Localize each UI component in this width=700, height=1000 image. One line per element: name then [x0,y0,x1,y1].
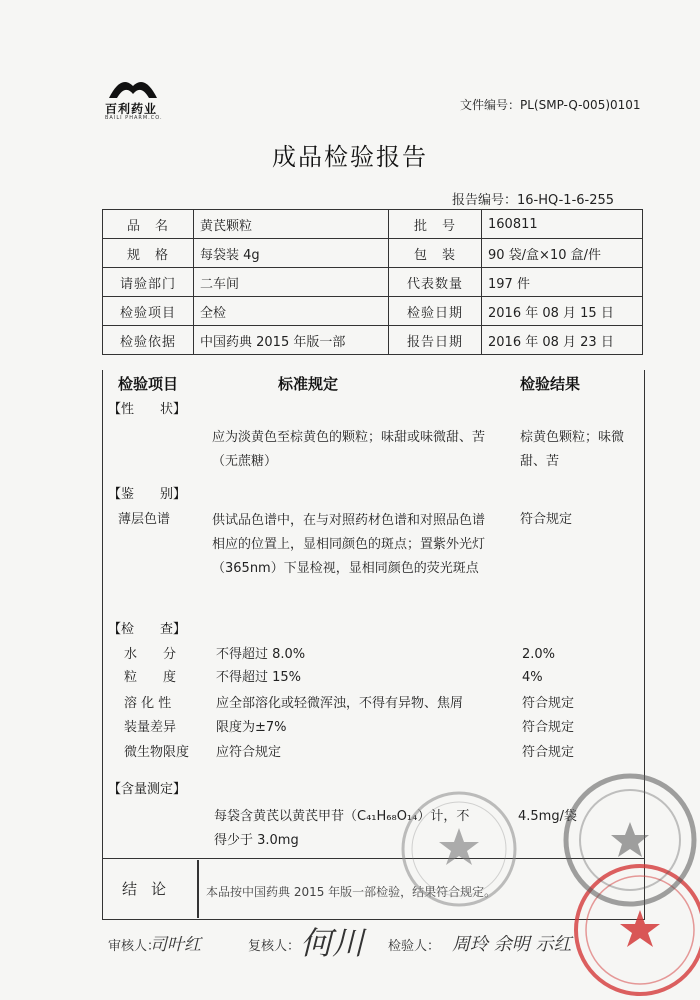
tlc-item: 薄层色谱 [118,512,171,527]
cell-label: 报告日期 [389,326,482,355]
checker-label: 复核人： [248,939,301,954]
cell-label: 检验项目 [103,297,194,326]
cell-label: 请验部门 [103,268,194,297]
check-standard: 不得超过 15% [216,670,302,685]
cell-value: 中国药典 2015 年版一部 [194,326,389,355]
check-result: 符合规定 [522,696,575,711]
inspector-signature: 周玲 余明 示红 [452,934,572,955]
cell-label: 批 号 [389,210,482,239]
cell-label: 检验日期 [389,297,482,326]
section-assay: 【含量测定】 [108,782,187,797]
inspector-label: 检验人： [388,939,441,954]
column-header-standard: 标准规定 [278,375,339,393]
cell-value: 160811 [482,210,643,239]
check-result: 符合规定 [522,720,575,735]
check-standard: 应符合规定 [216,745,282,760]
section-character: 【性 状】 [108,402,187,417]
assay-result: 4.5mg/袋 [518,809,577,824]
cell-value: 2016 年 08 月 15 日 [482,297,643,326]
assay-standard-line2: 得少于 3.0mg [214,833,299,848]
cell-value: 黄芪颗粒 [194,210,389,239]
company-name: 百利药业 [105,102,158,116]
company-subname: BAILI PHARM.CO. [105,115,163,121]
column-header-result: 检验结果 [520,375,581,393]
table-row [103,210,643,239]
character-standard: 应为淡黄色至棕黄色的颗粒；味甜或味微甜、苦（无蔗糖） [212,430,486,469]
cell-value: 90 袋/盒×10 盒/件 [482,239,643,268]
cell-label: 品 名 [103,210,194,239]
column-header-item: 检验项目 [118,375,179,393]
tlc-standard: 供试品色谱中，在与对照药材色谱和对照品色谱相应的位置上，显相同颜色的斑点；置紫外光灯（365nm）下显检视，显相同颜色的荧光斑点 [212,513,486,576]
check-item: 水 分 [124,647,177,662]
reviewer-signature: 司叶红 [150,935,201,955]
check-result: 符合规定 [522,745,575,760]
table-row [103,268,643,297]
check-standard: 限度为±7% [216,720,287,735]
tlc-result: 符合规定 [520,512,573,527]
conclusion-label: 结论 [122,880,181,898]
check-standard: 应全部溶化或轻微浑浊，不得有异物、焦屑 [216,696,464,711]
assay-standard-line1: 每袋含黄芪以黄芪甲苷（C₄₁H₆₈O₁₄）计，不 [214,809,470,824]
table-row [103,239,643,268]
cell-value: 197 件 [482,268,643,297]
cell-label: 规 格 [103,239,194,268]
cell-label: 包 装 [389,239,482,268]
cell-label: 检验依据 [103,326,194,355]
table-row [103,297,643,326]
report-number: 报告编号：16-HQ-1-6-255 [452,193,615,208]
conclusion-text: 本品按中国药典 2015 年版一部检验，结果符合规定。 [206,885,497,899]
check-item: 溶 化 性 [124,696,172,711]
document-number: 文件编号：PL(SMP-Q-005)0101 [460,98,641,112]
check-item: 粒 度 [124,670,177,685]
cell-value: 全检 [194,297,389,326]
check-item: 装量差异 [124,720,177,735]
character-result: 棕黄色颗粒；味微甜、苦 [520,430,625,469]
section-identification: 【鉴 别】 [108,487,187,502]
product-info-table [102,209,643,355]
logo-mark-icon [105,72,161,100]
checker-signature: 何川 [300,924,365,962]
cell-value: 二车间 [194,268,389,297]
section-check: 【检 查】 [108,622,187,637]
reviewer-label: 审核人： [108,939,161,954]
cell-value: 每袋装 4g [194,239,389,268]
divider [197,860,199,918]
cell-label: 代表数量 [389,268,482,297]
check-result: 2.0% [522,647,556,662]
table-row [103,326,643,355]
report-title: 成品检验报告 [272,143,428,171]
check-result: 4% [522,670,543,685]
faded-seal-stamp [398,788,520,910]
company-logo [105,72,185,120]
check-item: 微生物限度 [124,745,190,760]
grey-seal-stamp [560,770,700,910]
cell-value: 2016 年 08 月 23 日 [482,326,643,355]
check-standard: 不得超过 8.0% [216,647,306,662]
